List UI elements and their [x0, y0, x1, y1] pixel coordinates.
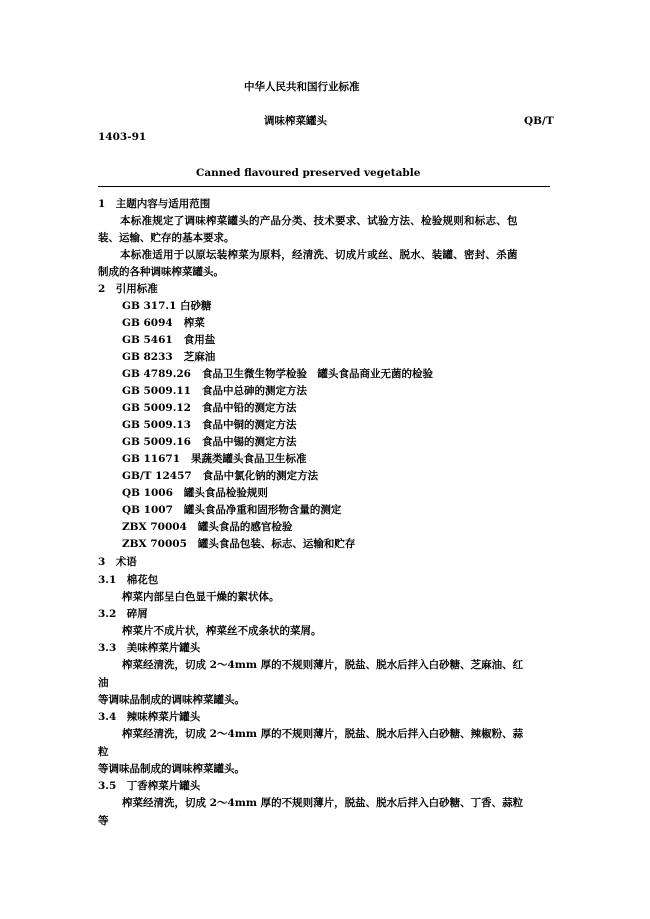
- reference-item: [122, 418, 296, 432]
- section-1-p1-line1: 本标准规定了调味榨菜罐头的产品分类、技术要求、试验方法、检验规则和标志、包: [120, 215, 518, 227]
- term-3-3-line3: 等调味品制成的调味榨菜罐头。: [98, 694, 245, 706]
- section-1-p2-line1: 本标准适用于以原坛装榨菜为原料，经清洗、切成片或丝、脱水、装罐、密封、杀菌: [120, 249, 518, 261]
- term-3-4-heading: 3.4 辣味榨菜片罐头: [98, 711, 201, 723]
- term-3-5-heading: 3.5 丁香榨菜片罐头: [98, 780, 201, 792]
- reference-code: QB 1006: [122, 487, 173, 499]
- term-3-1-body: 榨菜内部呈白色显干燥的絮状体。: [122, 591, 280, 603]
- reference-code: GB 8233: [122, 351, 173, 363]
- reference-code: GB 5009.12: [122, 402, 191, 414]
- reference-code: GB 6094: [122, 317, 173, 329]
- reference-title: 罐头食品净重和固形物含量的测定: [183, 504, 342, 516]
- term-3-4-line3: 等调味品制成的调味榨菜罐头。: [98, 763, 245, 775]
- term-3-4-line1: 榨菜经清洗，切成 2～4mm 厚的不规则薄片，脱盐、脱水后拌入白砂糖、辣椒粉、蒜: [122, 728, 524, 740]
- reference-code: ZBX 70005: [122, 538, 187, 550]
- reference-item: [122, 520, 292, 534]
- reference-code: GB 5461: [122, 334, 173, 346]
- reference-title: 果蔬类罐头食品卫生标准: [191, 453, 307, 465]
- term-3-3-line1: 榨菜经清洗，切成 2～4mm 厚的不规则薄片，脱盐、脱水后拌入白砂糖、芝麻油、红: [122, 659, 524, 671]
- reference-code: GB 4789.26: [122, 368, 191, 380]
- term-3-3-line2: 油: [98, 677, 109, 689]
- reference-title: 食品中铜的测定方法: [201, 419, 297, 431]
- reference-item: [122, 333, 215, 347]
- reference-title: 芝麻油: [183, 351, 216, 363]
- reference-item: [122, 401, 296, 415]
- reference-code: GB 5009.11: [122, 385, 191, 397]
- standard-category: 中华人民共和国行业标准: [244, 81, 360, 93]
- section-2-heading: 2 引用标准: [98, 283, 158, 295]
- reference-code: GB/T 12457: [122, 470, 192, 482]
- reference-title: 食用盐: [183, 334, 216, 346]
- reference-title: 食品中氯化钠的测定方法: [202, 470, 319, 482]
- reference-item: [122, 316, 205, 330]
- term-3-3-heading: 3.3 美味榨菜片罐头: [98, 642, 201, 654]
- term-3-4-line2: 粒: [98, 746, 109, 758]
- section-3-heading: 3 术语: [98, 556, 137, 568]
- reference-title: 罐头食品的感官检验: [197, 521, 293, 533]
- reference-item: [122, 469, 318, 483]
- reference-title: 食品中锡的测定方法: [201, 436, 297, 448]
- term-3-1-heading: 3.1 棉花包: [98, 574, 159, 586]
- title-divider: [98, 186, 550, 187]
- reference-code: GB 11671: [122, 453, 181, 465]
- reference-item: [122, 384, 307, 398]
- reference-item: [122, 367, 433, 381]
- reference-title: 罐头食品检验规则: [183, 487, 268, 499]
- reference-title: 食品中铅的测定方法: [201, 402, 297, 414]
- reference-item: [122, 299, 212, 313]
- standard-code-number: 1403-91: [98, 131, 147, 143]
- reference-code: GB 317.1: [122, 300, 177, 312]
- standard-code-prefix: QB/T: [524, 115, 554, 127]
- reference-item: [122, 537, 355, 551]
- reference-code: QB 1007: [122, 504, 173, 516]
- section-1-heading: 1 主题内容与适用范围: [98, 198, 211, 210]
- reference-title: 白砂糖: [180, 300, 212, 312]
- reference-item: [122, 435, 296, 449]
- document-title-en: Canned flavoured preserved vegetable: [196, 167, 421, 179]
- term-3-2-heading: 3.2 碎屑: [98, 608, 148, 620]
- reference-code: ZBX 70004: [122, 521, 187, 533]
- reference-title: 榨菜: [183, 317, 205, 329]
- document-title-cn: 调味榨菜罐头: [264, 115, 327, 127]
- term-3-5-line2: 等: [98, 815, 109, 827]
- reference-code: GB 5009.16: [122, 436, 191, 448]
- reference-item: [122, 350, 215, 364]
- reference-title: 罐头食品包装、标志、运输和贮存: [197, 538, 356, 550]
- reference-title: 食品卫生微生物学检验 罐头食品商业无菌的检验: [201, 368, 433, 380]
- reference-item: [122, 503, 341, 517]
- section-1-p2-line2: 制成的各种调味榨菜罐头。: [98, 266, 224, 278]
- reference-title: 食品中总砷的测定方法: [201, 385, 307, 397]
- term-3-2-body: 榨菜片不成片状，榨菜丝不成条状的菜屑。: [122, 625, 322, 637]
- term-3-5-line1: 榨菜经清洗，切成 2～4mm 厚的不规则薄片，脱盐、脱水后拌入白砂糖、丁香、蒜粒: [122, 797, 524, 809]
- reference-item: [122, 486, 268, 500]
- section-1-p1-line2: 装、运输、贮存的基本要求。: [98, 232, 235, 244]
- reference-code: GB 5009.13: [122, 419, 191, 431]
- reference-item: [122, 452, 307, 466]
